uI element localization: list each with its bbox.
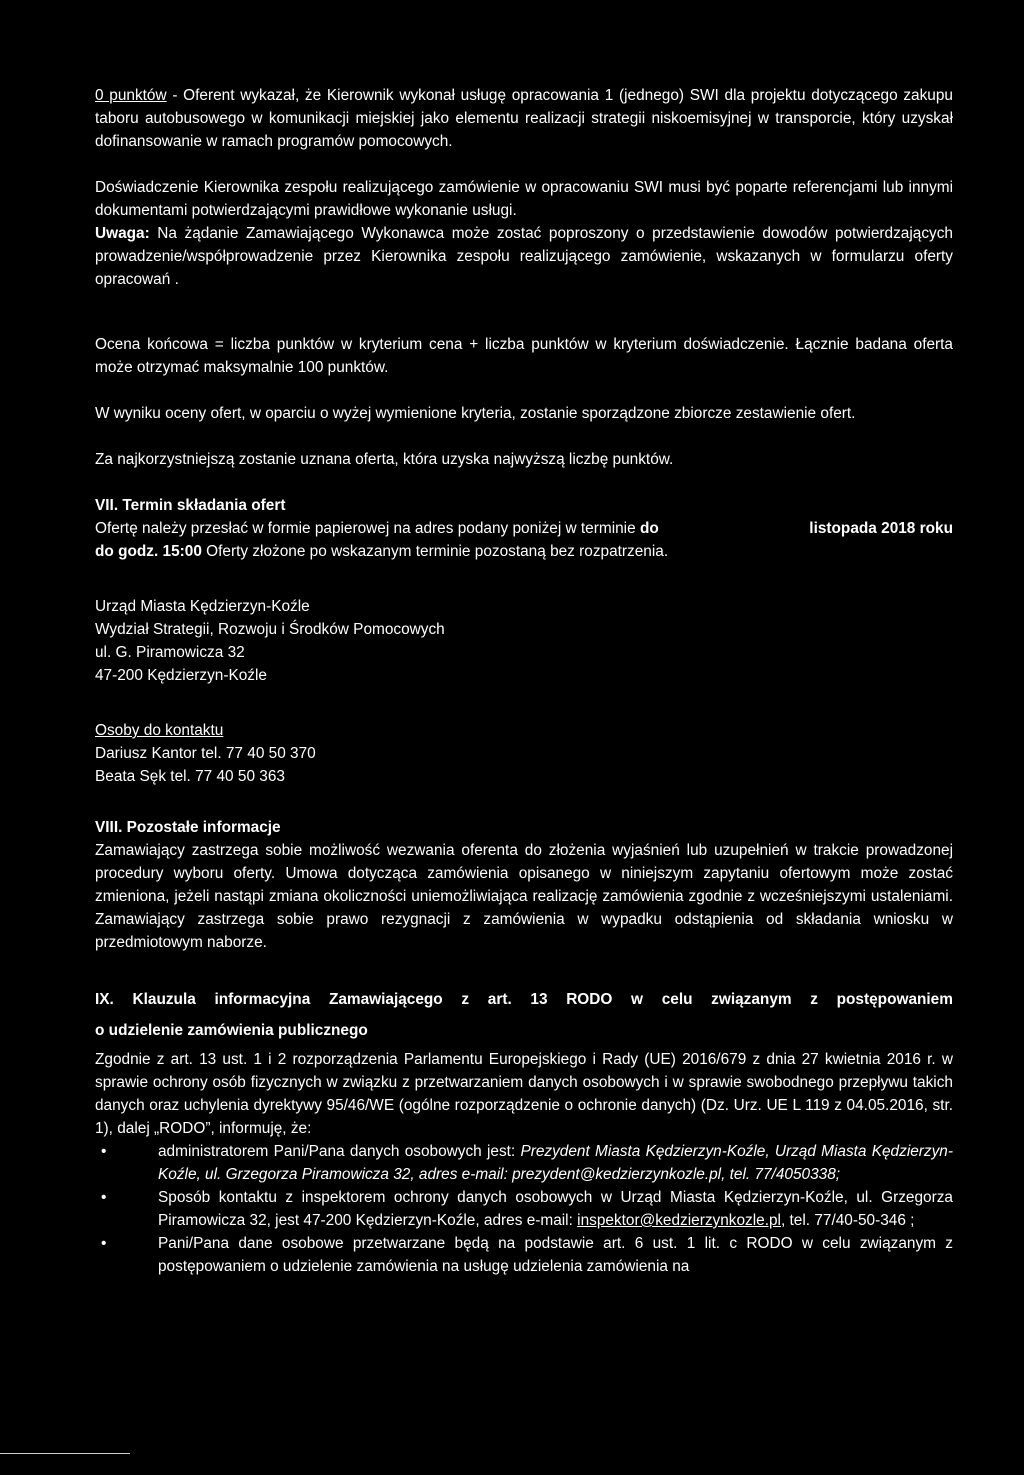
bullet-3-text: Pani/Pana dane osobowe przetwarzane będą na podstawie art. 6 ust. 1 lit. c RODO w celu związanym z postępowaniem o udzielenie zamówienia na usługę udzielenia zamówienia na	[158, 1235, 953, 1275]
section-9-title-line-2: o udzielenie zamówienia publicznego	[95, 1022, 368, 1039]
deadline-line-2	[95, 540, 953, 563]
section-8-title: Pozostałe informacje	[126, 819, 281, 836]
section-9-title-word: z	[461, 991, 470, 1008]
inspector-email-link[interactable]: inspektor@kedzierzynkozle.pl	[577, 1212, 781, 1229]
section-9-title-word: celu	[661, 991, 693, 1008]
note-label: Uwaga:	[95, 225, 150, 242]
rodo-bullet-legal-basis	[95, 1232, 953, 1278]
address-block	[95, 595, 953, 687]
deadline-hour: do godz. 15:00	[95, 543, 202, 560]
address-line-2: Wydział Strategii, Rozwoju i Środków Pomocowych	[95, 621, 445, 638]
contact-person-2: Beata Sęk tel. 77 40 50 363	[95, 768, 285, 785]
experience-paragraph: Doświadczenie Kierownika zespołu realizującego zamówienie w opracowaniu SWI musi być poparte referencjami lub innymi dokumentami potwierdzającymi prawidłowe wykonanie usługi.	[95, 179, 953, 219]
section-9-title-word: informacyjna	[214, 991, 311, 1008]
section-9-title-word: Klauzula	[132, 991, 196, 1008]
document-page	[95, 84, 953, 1278]
summary-paragraph: W wyniku oceny ofert, w oparciu o wyżej wymienione kryteria, zostanie sporządzone zbiorcze zestawienie ofert.	[95, 405, 856, 422]
section-9-title-word: związanym	[711, 991, 792, 1008]
zero-points-text: - Oferent wykazał, że Kierownik wykonał usługę opracowania 1 (jednego) SWI dla projektu dotyczącego zakupu taboru autobusowego w komunikacji miejskiej jako elementu realizacji strategii niskoemisyjnej w transporcie, który uzyskał dofinansowanie w ramach programów pomocowych.	[95, 87, 953, 150]
section-8-text: Zamawiający zastrzega sobie możliwość wezwania oferenta do złożenia wyjaśnień lub uzupełnień w trakcie prowadzonej procedury wyboru oferty. Umowa dotycząca zamówienia opisanego w niniejszym zapytaniu ofertowym może zostać zmieniona, jeżeli nastąpi zmiana okoliczności uniemożliwiająca realizację zamówienia zgodnie z wcześniejszymi ustaleniami. Zamawiający zastrzega sobie prawo rezygnacji z zamówienia w wypadku odstąpienia od składania wniosku w przedmiotowym naborze.	[95, 842, 953, 951]
deadline-do: do	[639, 520, 659, 537]
bullet-1-italic: Prezydent Miasta Kędzierzyn-Koźle, Urząd Miasta Kędzierzyn-Koźle, ul. Grzegorza Piramowicza 32, adres e-mail: prezydent@kedzierzynkozle.pl, tel. 77/4050338;	[158, 1143, 953, 1183]
deadline-line-1-left	[95, 517, 659, 540]
contact-person-1: Dariusz Kantor tel. 77 40 50 370	[95, 745, 316, 762]
section-9-title-word: 13	[530, 991, 548, 1008]
section-9-title-word: Zamawiającego	[328, 991, 443, 1008]
section-9-title-word: w	[631, 991, 644, 1008]
rodo-bullet-inspector	[95, 1186, 953, 1232]
section-7-heading	[95, 494, 953, 517]
section-7-title: Termin składania ofert	[122, 497, 286, 514]
bullet-2-text: Sposób kontaktu z inspektorem ochrony danych osobowych w Urząd Miasta Kędzierzyn-Koźle, ul. Grzegorza Piramowicza 32, jest 47-200 Kędzierzyn-Koźle, adres e-mail:	[158, 1189, 953, 1229]
section-9-title-word: z	[810, 991, 818, 1008]
deadline-text: Ofertę należy przesłać w formie papierowej na adres podany poniżej w terminie	[95, 520, 640, 537]
bullet-1-text: administratorem Pani/Pana danych osobowych jest:	[158, 1143, 521, 1160]
deadline-date: listopada 2018 roku	[809, 520, 953, 537]
address-line-4: 47-200 Kędzierzyn-Koźle	[95, 667, 267, 684]
bullet-2-tail: , tel. 77/40-50-346 ;	[780, 1212, 915, 1229]
address-line-1: Urząd Miasta Kędzierzyn-Koźle	[95, 598, 310, 615]
contacts-heading: Osoby do kontaktu	[95, 722, 224, 739]
section-9-title-word: RODO	[566, 991, 613, 1008]
bullet-icon: •	[101, 1143, 107, 1160]
rodo-bullet-list	[95, 1140, 953, 1278]
best-offer-paragraph: Za najkorzystniejszą zostanie uznana oferta, która uzyska najwyższą liczbę punktów.	[95, 451, 674, 468]
bullet-icon: •	[101, 1235, 107, 1252]
section-9-title-line-1	[95, 988, 953, 1011]
note-paragraph	[95, 222, 953, 291]
section-8-number: VIII.	[95, 819, 123, 836]
section-9-title-word: art.	[487, 991, 512, 1008]
bullet-icon: •	[101, 1189, 107, 1206]
rodo-bullet-administrator	[95, 1140, 953, 1186]
address-line-3: ul. G. Piramowicza 32	[95, 644, 245, 661]
section-9-intro: Zgodnie z art. 13 ust. 1 i 2 rozporządzenia Parlamentu Europejskiego i Rady (UE) 2016/679 z dnia 27 kwietnia 2016 r. w sprawie ochrony osób fizycznych w związku z przetwarzaniem danych osobowych i w sprawie swobodnego przepływu takich danych oraz uchylenia dyrektywy 95/46/WE (ogólne rozporządzenie o ochronie danych) (Dz. Urz. UE L 119 z 04.05.2016, str. 1), dalej „RODO”, informuję, że:	[95, 1051, 953, 1137]
final-score-paragraph: Ocena końcowa = liczba punktów w kryterium cena + liczba punktów w kryterium doświadczenie. Łącznie badana oferta może otrzymać maksymalnie 100 punktów.	[95, 336, 953, 376]
zero-points-label: 0 punktów	[95, 87, 167, 104]
section-9-title-word: IX.	[95, 991, 114, 1008]
zero-points-paragraph	[95, 84, 953, 153]
section-9-title-word: postępowaniem	[836, 991, 953, 1008]
deadline-note: Oferty złożone po wskazanym terminie pozostaną bez rozpatrzenia.	[201, 543, 669, 560]
note-text: Na żądanie Zamawiającego Wykonawca może zostać poproszony o przedstawienie dowodów potwierdzających prowadzenie/współprowadzenie przez Kierownika zespołu realizującego zamówienie, wskazanych w formularzu oferty opracowań .	[95, 225, 953, 288]
contacts-block	[95, 719, 953, 788]
page-cut-line	[0, 1453, 130, 1454]
section-7-number: VII.	[95, 497, 119, 514]
deadline-line-1	[95, 517, 953, 540]
section-8-heading	[95, 816, 953, 839]
section-9-heading	[95, 988, 953, 1042]
